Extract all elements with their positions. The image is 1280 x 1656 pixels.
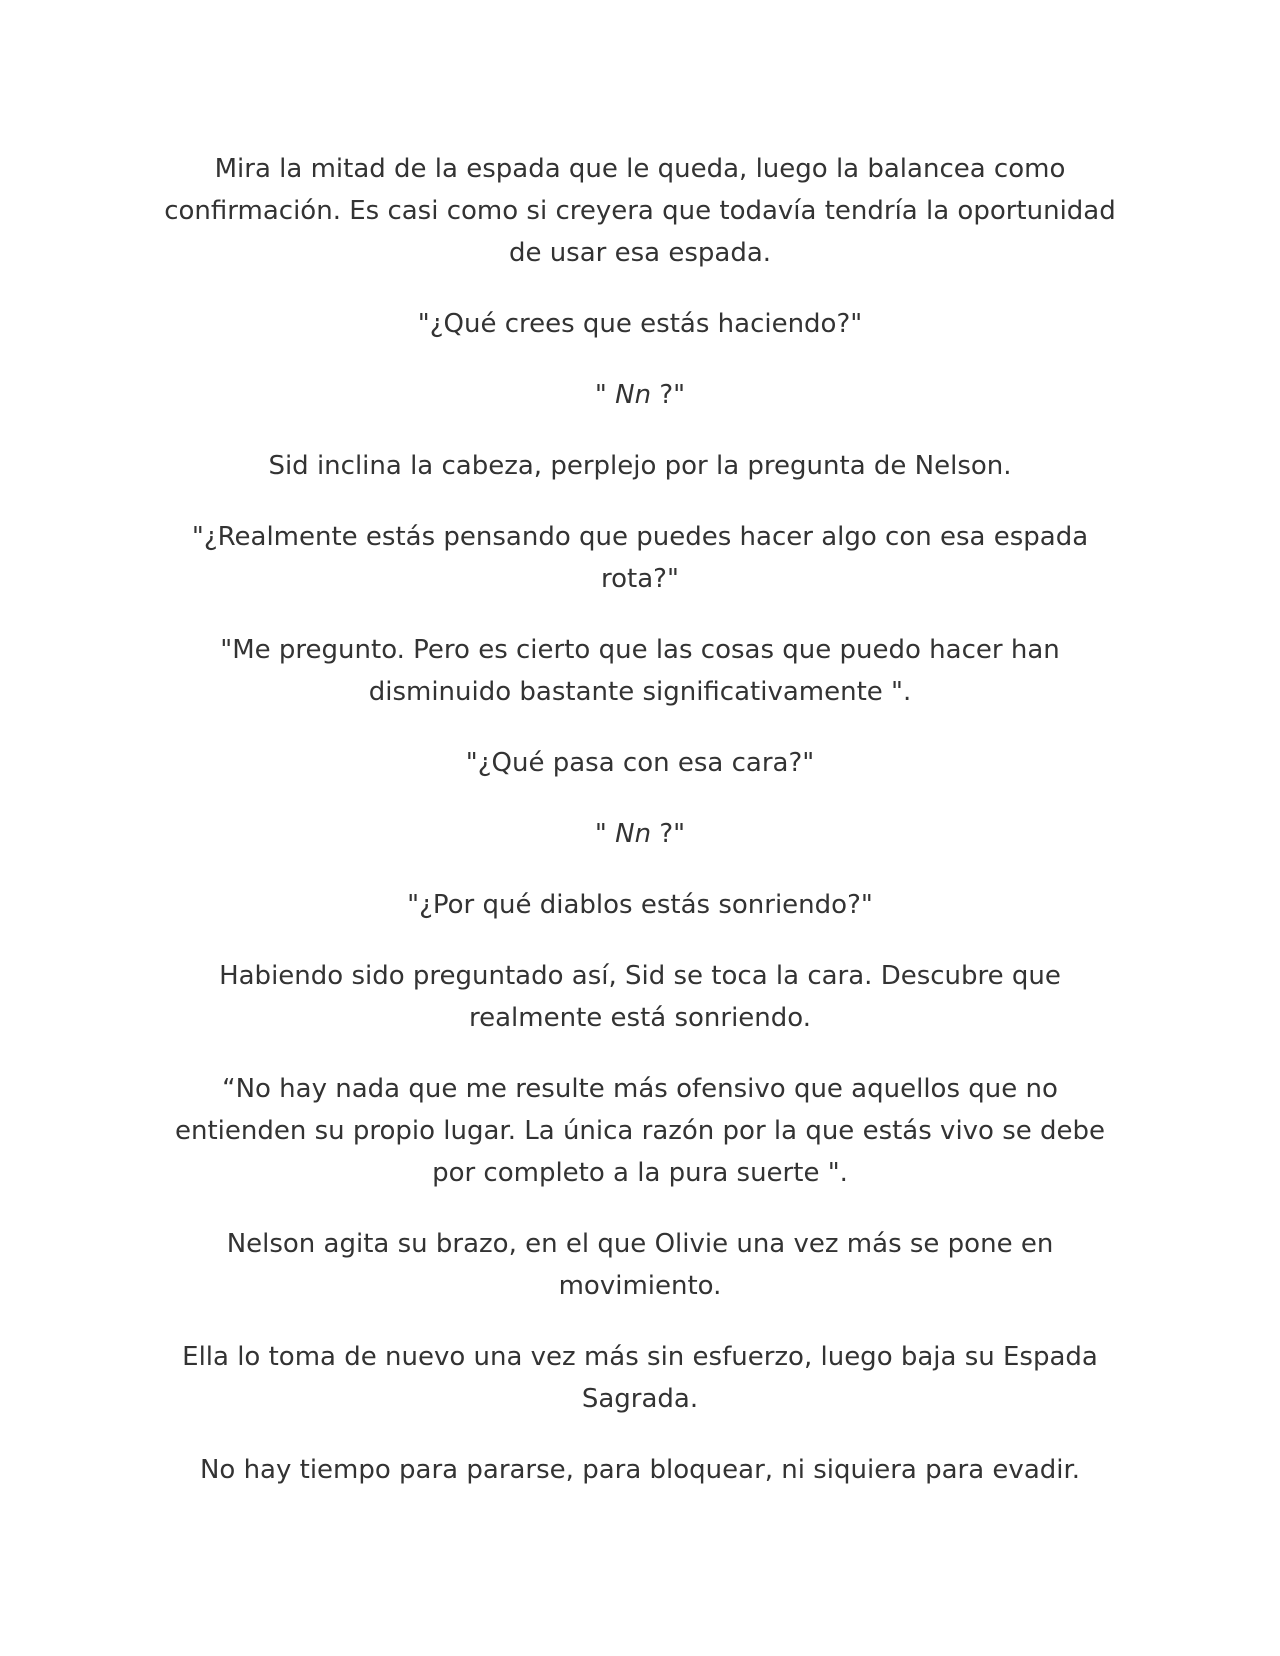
paragraph: Mira la mitad de la espada que le queda, luego la balancea como confirmación. Es casi como si creyera que todavía tendría la oportunidad de usar esa espada. <box>164 154 1116 268</box>
quote-open: " <box>594 819 616 849</box>
dialogue-line: "¿Realmente estás pensando que puedes hacer algo con esa espada rota?" <box>191 522 1089 594</box>
dialogue-line <box>160 374 1120 416</box>
quote-close: ?" <box>651 380 686 410</box>
paragraph: Ella lo toma de nuevo una vez más sin esfuerzo, luego baja su Espada Sagrada. <box>182 1342 1098 1414</box>
quote-close: ?" <box>651 819 686 849</box>
dialogue-line: “No hay nada que me resulte más ofensivo que aquellos que no entienden su propio lugar. La única razón por la que estás vivo se debe por completo a la pura suerte ". <box>174 1074 1106 1188</box>
quote-open: " <box>594 380 616 410</box>
paragraph: Nelson agita su brazo, en el que Olivie una vez más se pone en movimiento. <box>226 1229 1054 1301</box>
dialogue-line: "¿Qué pasa con esa cara?" <box>465 748 815 778</box>
paragraph: Sid inclina la cabeza, perplejo por la pregunta de Nelson. <box>268 451 1012 481</box>
dialogue-line: "¿Por qué diablos estás sonriendo?" <box>407 890 873 920</box>
dialogue-line <box>160 813 1120 855</box>
italic-word: Nn <box>615 380 652 410</box>
paragraph: No hay tiempo para pararse, para bloquear, ni siquiera para evadir. <box>199 1455 1081 1485</box>
italic-word: Nn <box>615 819 652 849</box>
paragraph: Habiendo sido preguntado así, Sid se toca la cara. Descubre que realmente está sonriendo. <box>219 961 1061 1033</box>
dialogue-line: "¿Qué crees que estás haciendo?" <box>417 309 863 339</box>
dialogue-line: "Me pregunto. Pero es cierto que las cosas que puedo hacer han disminuido bastante significativamente ". <box>220 635 1060 707</box>
document-body <box>160 148 1120 1520</box>
